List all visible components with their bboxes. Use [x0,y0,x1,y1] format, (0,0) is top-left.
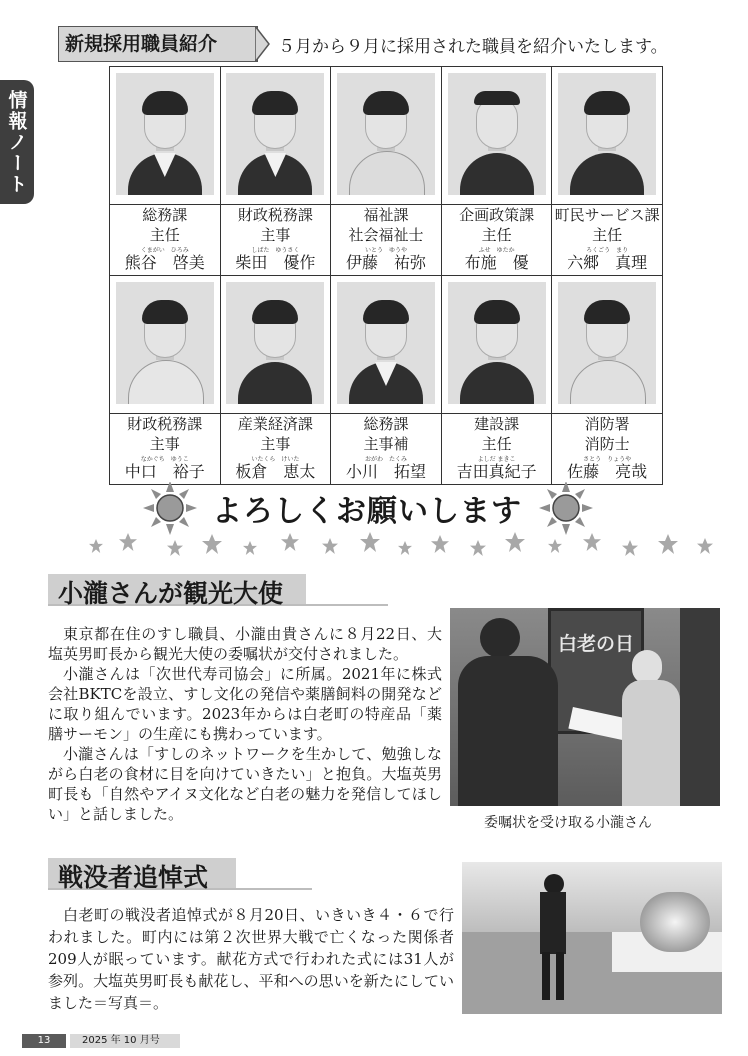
staff-info-cell [441,414,552,485]
staff-role: 主任 [592,226,623,244]
staff-name: 六郷 真理 [567,253,648,272]
staff-dept: 産業経済課 [237,415,313,433]
sun-icon [143,482,197,535]
staff-section-subtitle: ５月から９月に採用された職員を紹介いたします。 [278,37,668,57]
ambassador-article [48,624,442,824]
staff-name-reading: なかぐち ゆうこ [140,456,189,463]
staff-dept: 企画政策課 [459,206,535,224]
staff-photo-cell [441,67,552,205]
staff-name-reading: よしだ まきこ [477,456,516,463]
staff-info-cell [552,414,663,485]
staff-name: 布施 優 [464,253,529,272]
staff-role: 主事 [260,226,291,244]
staff-info-cell [552,205,663,276]
staff-photo-cell [110,67,221,205]
memorial-article [48,904,454,1014]
ambassador-paragraph: 小瀧さんは「すしのネットワークを生かして、勉強しながら白老の食材に目を向けていきたい」と抱負。大塩英男町長も「自然やアイヌ文化など白老の魅力を発信してほしい」と話しました。 [48,745,442,823]
page-number: 13 [22,1034,66,1048]
section-side-tab [0,80,34,204]
staff-dept: 消防署 [584,415,630,433]
ambassador-photo [450,608,720,806]
staff-name-reading: ふせ ゆたか [478,247,515,254]
staff-role: 主事 [149,435,180,453]
staff-info-cell [110,414,221,485]
staff-photo [337,73,435,195]
staff-photo [558,73,656,195]
staff-dept: 総務課 [363,415,409,433]
staff-photo [226,73,324,195]
memorial-photo [462,862,722,1014]
staff-info-cell [331,205,442,276]
staff-photo-cell [441,276,552,414]
staff-name-reading: いたくら けいた [251,456,300,463]
staff-name: 伊藤 祐弥 [345,253,426,272]
staff-name-reading: いとう ゆうや [364,247,407,254]
staff-photo-cell [331,276,442,414]
staff-name: 吉田真紀子 [456,462,537,481]
staff-name: 熊谷 啓美 [124,253,205,272]
ambassador-photo-caption: 委嘱状を受け取る小瀧さん [484,815,652,831]
staff-photo [226,282,324,404]
ambassador-title: 小瀧さんが観光大使 [58,579,284,608]
staff-role: 主任 [149,226,180,244]
staff-table [109,66,663,485]
staff-name: 柴田 優作 [235,253,316,272]
staff-photo-cell [331,67,442,205]
staff-name-reading: さとう りょうや [583,456,632,463]
staff-photo [448,282,546,404]
staff-photo-cell [220,276,331,414]
staff-name: 佐藤 亮哉 [567,462,648,481]
issue-label: 2025 年 10 月号 [70,1034,180,1048]
staff-photo-cell [552,276,663,414]
staff-dept: 総務課 [142,206,188,224]
staff-photo-cell [110,276,221,414]
staff-role: 主事 [260,435,291,453]
ambassador-paragraph: 東京都在住のすし職員、小瀧由貴さんに８月22日、大塩英男町長から観光大使の委嘱状が交付されました。 [48,625,442,663]
header-arrow-icon [255,26,273,62]
memorial-paragraph: 白老町の戦没者追悼式が８月20日、いきいき４・６で行われました。町内には第２次世界大戦で亡くなった関係者209人が眠っています。献花方式で行われた式には31人が参列。大塩英男町長も献花し、平和への思いを新たにしていました＝写真＝。 [48,906,454,1012]
staff-name-reading: しばた ゆうさく [251,247,300,254]
staff-name-reading: くまがい ひろみ [140,247,189,254]
staff-info-cell [441,205,552,276]
staff-photo [558,282,656,404]
staff-photo-cell [552,67,663,205]
staff-photo-cell [220,67,331,205]
staff-name: 板倉 恵太 [235,462,316,481]
staff-role: 主任 [481,435,512,453]
staff-photo [337,282,435,404]
staff-info-cell [220,205,331,276]
ambassador-paragraph: 小瀧さんは「次世代寿司協会」に所属。2021年に株式会社BKTCを設立、すし文化の発信や薬膳飼料の開発などに取り組んでいます。2023年からは白老町の特産品「薬膳サーモン」の生産にも携わっています。 [48,665,442,743]
staff-role: 主事補 [363,435,409,453]
staff-dept: 財政税務課 [127,415,203,433]
staff-dept: 町民サービス課 [554,206,660,224]
sun-icon [539,482,593,535]
staff-role: 社会福祉士 [348,226,424,244]
staff-dept: 福祉課 [363,206,409,224]
memorial-title: 戦没者追悼式 [58,863,209,892]
staff-photo [448,73,546,195]
staff-role: 消防士 [584,435,630,453]
staff-dept: 財政税務課 [237,206,313,224]
staff-role: 主任 [481,226,512,244]
star-row-icon [89,532,713,556]
staff-section-title: 新規採用職員紹介 [58,26,258,62]
staff-photo [116,73,214,195]
staff-name-reading: おがわ たくみ [364,456,407,463]
staff-photo [116,282,214,404]
staff-dept: 建設課 [474,415,520,433]
staff-name-reading: ろくごう まり [586,247,629,254]
staff-name: 中口 裕子 [124,462,205,481]
staff-name: 小川 拓望 [345,462,426,481]
side-tab-label: 情報ノート [5,89,28,195]
staff-info-cell [110,205,221,276]
greeting-banner: よろしくお願いします [212,494,522,529]
page-footer [22,1034,182,1050]
poster-text: 白老の日 [557,633,634,655]
staff-info-cell [220,414,331,485]
staff-info-cell [331,414,442,485]
